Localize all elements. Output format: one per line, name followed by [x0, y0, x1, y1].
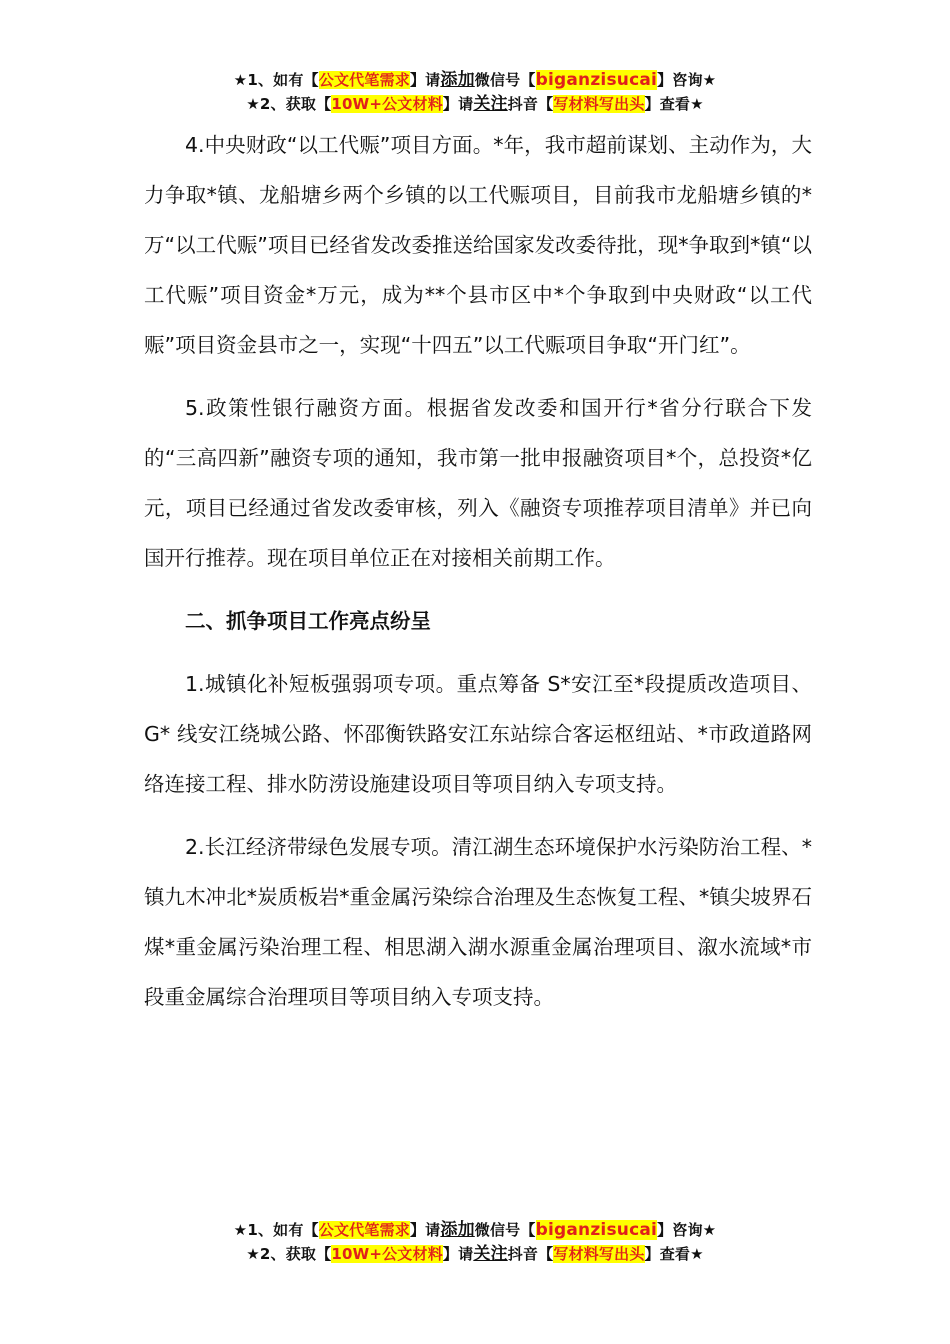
banner-text: ★1、如有【 [233, 1221, 319, 1239]
banner-text: 】咨询★ [657, 71, 717, 89]
banner-underlined-text: 关注 [473, 94, 508, 114]
banner-text: 抖音【 [507, 1245, 554, 1263]
banner-text: 抖音【 [507, 95, 554, 113]
banner-highlight: 10W+公文材料 [331, 95, 443, 113]
paragraph-yangtze-green: 2.长江经济带绿色发展专项。清江湖生态环境保护水污染防治工程、*镇九木冲北*炭质板岩*重金属污染综合治理及生态恢复工程、*镇尖坡界石煤*重金属污染治理工程、相思湖入湖水源重金属治理项目、溆水流域*市段重金属综合治理项目等项目纳入专项支持。 [144, 835, 812, 1009]
banner-line-2 [0, 92, 950, 116]
document-body [144, 120, 812, 1022]
banner-line-2 [0, 1242, 950, 1266]
banner-text: 】请 [442, 1245, 474, 1263]
banner-text: 】咨询★ [657, 1221, 717, 1239]
banner-highlight: 10W+公文材料 [331, 1245, 443, 1263]
banner-highlight: 公文代笔需求 [318, 1221, 410, 1239]
banner-douyin-id: 写材料写出头 [553, 95, 645, 113]
banner-underlined-text: 添加 [440, 70, 475, 90]
banner-text: 微信号【 [474, 1221, 536, 1239]
banner-underlined-text: 关注 [473, 1244, 508, 1264]
banner-text: 】请 [409, 1221, 441, 1239]
banner-wechat-id: biganzisucai [535, 1220, 658, 1240]
paragraph-gap [144, 809, 812, 822]
banner-highlight: 公文代笔需求 [318, 71, 410, 89]
paragraph-central-finance: 4.中央财政“以工代赈”项目方面。*年，我市超前谋划、主动作为，大力争取*镇、龙船塘乡两个乡镇的以工代赈项目，目前我市龙船塘乡镇的*万“以工代赈”项目已经省发改委推送给国家发改委待批，现*争取到*镇“以工代赈”项目资金*万元，成为**个县市区中*个争取到中央财政“以工代赈”项目资金县市之一，实现“十四五”以工代赈项目争取“开门红”。 [144, 133, 812, 357]
paragraph-gap [144, 370, 812, 383]
banner-line-1 [0, 68, 950, 92]
banner-text: 】查看★ [644, 95, 704, 113]
banner-text: ★1、如有【 [233, 71, 319, 89]
banner-text: 】查看★ [644, 1245, 704, 1263]
section-heading: 二、抓争项目工作亮点纷呈 [185, 609, 431, 633]
banner-douyin-id: 写材料写出头 [553, 1245, 645, 1263]
banner-underlined-text: 添加 [440, 1220, 475, 1240]
banner-text: ★2、获取【 [246, 1245, 332, 1263]
banner-text: 】请 [409, 71, 441, 89]
banner-wechat-id: biganzisucai [535, 70, 658, 90]
banner-text: ★2、获取【 [246, 95, 332, 113]
header-banner [0, 68, 950, 116]
paragraph-gap [144, 583, 812, 596]
paragraph-urbanization: 1.城镇化补短板强弱项专项。重点筹备 S*安江至*段提质改造项目、G* 线安江绕城公路、怀邵衡铁路安江东站综合客运枢纽站、*市政道路网络连接工程、排水防涝设施建设项目等项目纳入专项支持。 [144, 672, 812, 796]
footer-banner [0, 1218, 950, 1266]
paragraph-policy-bank: 5.政策性银行融资方面。根据省发改委和国开行*省分行联合下发的“三高四新”融资专项的通知，我市第一批申报融资项目*个，总投资*亿元，项目已经通过省发改委审核，列入《融资专项推荐项目清单》并已向国开行推荐。现在项目单位正在对接相关前期工作。 [144, 396, 812, 570]
banner-text: 微信号【 [474, 71, 536, 89]
banner-text: 】请 [442, 95, 474, 113]
banner-line-1 [0, 1218, 950, 1242]
paragraph-gap [144, 646, 812, 659]
